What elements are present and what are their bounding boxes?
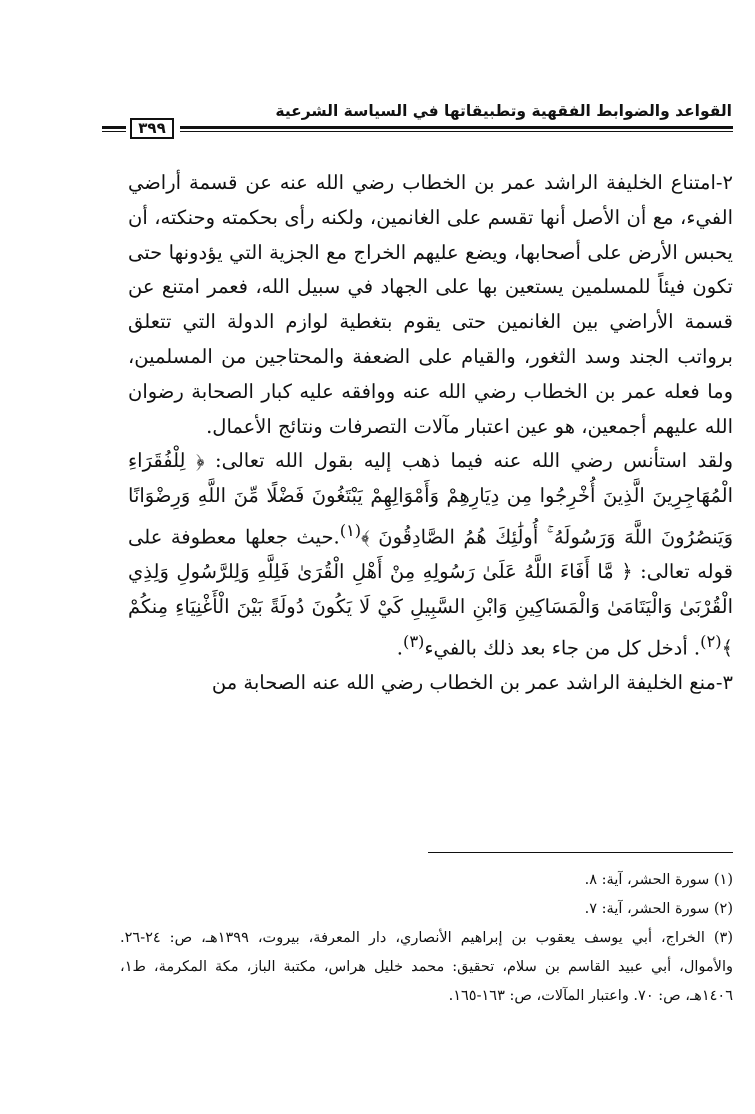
footnote-3: (٣) الخراج، أبي يوسف يعقوب بن إبراهيم الأنصاري، دار المعرفة، بيروت، ١٣٩٩هـ، ص: ٢٤-٢٦. والأموال، أبي عبيد القاسم بن سلام، تحقيق: محمد خليل هراس، مكتبة الباز، مكة المكرمة، ط١، ١٤٠٦هـ، ص: ٧٠. واعتبار المآلات، ص: ١٦٣-١٦٥.: [120, 930, 733, 1004]
header-rule-right-thin: [180, 131, 733, 132]
footnote-ref-3: (٣): [402, 631, 425, 651]
paragraph-intro: ولقد استأنس رضي الله عنه فيما ذهب إليه بقول الله تعالى:: [204, 449, 734, 473]
paragraph-quran-citation: [128, 444, 733, 666]
paragraph-end-dot: .: [396, 636, 403, 660]
paragraph-2: ٢-امتناع الخليفة الراشد عمر بن الخطاب رضي الله عنه عن قسمة أراضي الفيء، مع أن الأصل أنها تقسم على الغانمين، ولكنه رأى بحكمته وحنكته، أن يحبس الأرض على أصحابها، ويضع عليهم الخراج مع الجزية التي يؤدونها حتى تكون فيئاً للمسلمين يستعين بها على الجهاد في سبيل الله، فعمر امتنع عن قسمة الأراضي بين الغانمين حتى يقوم بتغطية لوازم الدولة التي تتعلق برواتب الجند وسد الثغور، والقيام على الضعفة والمحتاجين من المسلمين، وما فعله عمر بن الخطاب رضي الله عنه ووافقه عليه كبار الصحابة رضوان الله عليهم أجمعين، هو عين اعتبار مآلات التصرفات ونتائج الأعمال.: [128, 171, 733, 438]
paragraph-mid: .حيث جعلها معطوفة على قوله تعالى:: [128, 525, 733, 584]
paragraph-end: . أدخل كل من جاء بعد ذلك بالفيء: [424, 636, 701, 660]
header-rule-left-thin: [102, 131, 126, 132]
paragraph-3: ٣-منع الخليفة الراشد عمر بن الخطاب رضي الله عنه الصحابة من: [211, 671, 733, 695]
quran-verse-2: ﴿ مَّا أَفَاءَ اللَّهُ عَلَىٰ رَسُولِهِ مِنْ أَهْلِ الْقُرَىٰ فَلِلَّهِ وَلِلرَّسُولِ وَلِذِي الْقُرْبَىٰ وَالْيَتَامَىٰ وَالْمَسَاكِينِ وَابْنِ السَّبِيلِ كَيْ لَا يَكُونَ دُولَةً بَيْنَ الْأَغْنِيَاءِ مِنكُمْ ﴾: [128, 560, 733, 660]
footnote-2: (٢) سورة الحشر، آية: ٧.: [584, 901, 733, 917]
footnote-divider: [428, 852, 733, 853]
header-rule-right: [180, 126, 733, 129]
footnote-ref-1: (١): [339, 520, 362, 540]
quran-verse-1: ﴿ لِلْفُقَرَاءِ الْمُهَاجِرِينَ الَّذِينَ أُخْرِجُوا مِن دِيَارِهِمْ وَأَمْوَالِهِمْ يَبْتَغُونَ فَضْلًا مِّنَ اللَّهِ وَرِضْوَانًا وَيَنصُرُونَ اللَّهَ وَرَسُولَهُ ۚ أُولَٰئِكَ هُمُ الصَّادِقُونَ ﴾: [128, 449, 733, 549]
footnote-ref-2: (٢): [700, 631, 722, 651]
header-rule-left: [102, 126, 126, 129]
footnote-1: (١) سورة الحشر، آية: ٨.: [584, 872, 733, 888]
running-header-title: القواعد والضوابط الفقهية وتطبيقاتها في السياسة الشرعية: [275, 102, 732, 120]
footnotes: [120, 866, 733, 1011]
page-number: ٣٩٩: [130, 118, 174, 139]
main-text: [128, 166, 733, 701]
